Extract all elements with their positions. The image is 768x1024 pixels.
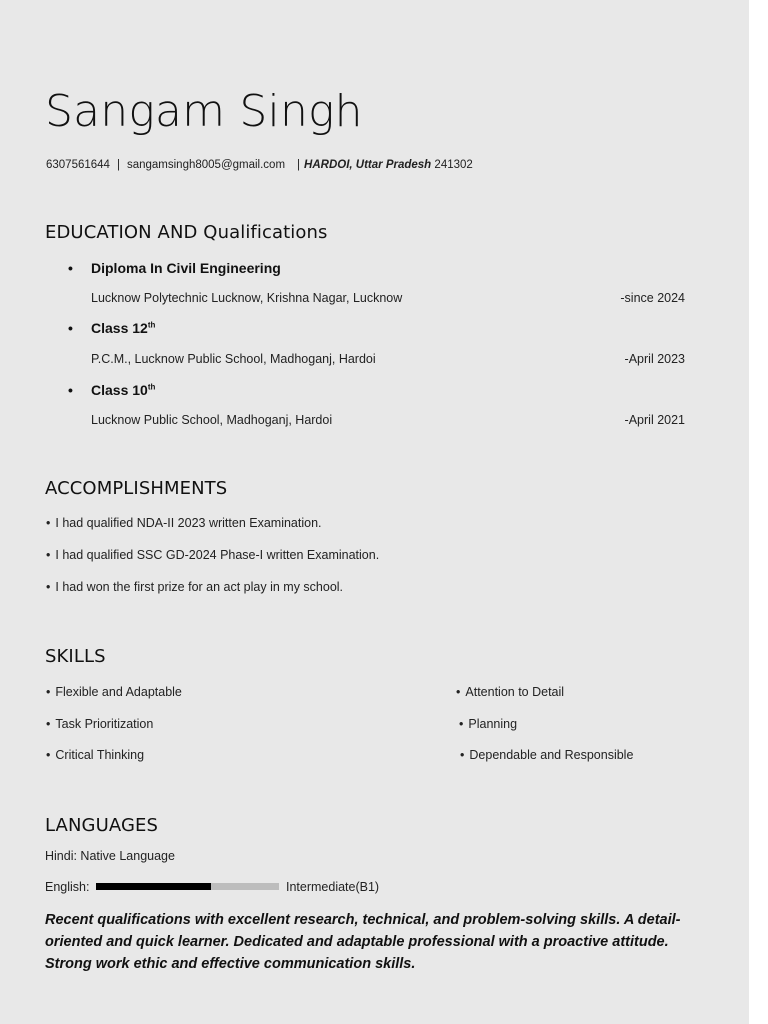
education-institution: P.C.M., Lucknow Public School, Madhoganj, Hardoi bbox=[91, 352, 376, 366]
phone-number: 6307561644 bbox=[46, 159, 110, 171]
education-degree: • Diploma In Civil Engineering bbox=[68, 260, 281, 276]
education-degree: • Class 10th bbox=[68, 382, 156, 398]
education-date: -April 2023 bbox=[624, 352, 685, 366]
english-proficiency-bar bbox=[96, 883, 279, 890]
contact-separator: | bbox=[116, 159, 120, 171]
english-proficiency-fill bbox=[96, 883, 211, 890]
accomplishments-title: ACCOMPLISHMENTS bbox=[45, 478, 228, 499]
professional-summary: Recent qualifications with excellent research, technical, and problem-solving skills. A detail- oriented and quick learner. Dedicated and adaptable professional with a proactive attitude. Strong work ethic and effective communication skills. bbox=[45, 912, 681, 972]
accomplishment-item: • I had qualified NDA-II 2023 written Examination. bbox=[46, 516, 322, 530]
skill-item: • Task Prioritization bbox=[46, 717, 154, 731]
education-institution: Lucknow Public School, Madhoganj, Hardoi bbox=[91, 413, 333, 427]
candidate-name: Sangam Singh bbox=[45, 86, 363, 137]
bullet: • bbox=[68, 320, 73, 336]
education-title: EDUCATION AND Qualifications bbox=[45, 222, 328, 243]
language-english-label: English: bbox=[45, 880, 90, 894]
contact-line bbox=[46, 159, 473, 171]
bullet: • bbox=[68, 382, 73, 398]
education-institution: Lucknow Polytechnic Lucknow, Krishna Nagar, Lucknow bbox=[91, 291, 403, 305]
skill-item: • Attention to Detail bbox=[456, 685, 565, 699]
email-address: sangamsingh8005@gmail.com bbox=[126, 159, 286, 171]
contact-separator: | bbox=[297, 159, 301, 171]
skill-item: • Critical Thinking bbox=[46, 748, 145, 762]
education-date: -April 2021 bbox=[624, 413, 685, 427]
skills-title: SKILLS bbox=[45, 646, 106, 667]
accomplishment-item: • I had won the first prize for an act play in my school. bbox=[46, 580, 344, 594]
education-date: -since 2024 bbox=[620, 291, 685, 305]
language-hindi: Hindi: Native Language bbox=[45, 849, 175, 863]
accomplishment-item: • I had qualified SSC GD-2024 Phase-I written Examination. bbox=[46, 548, 380, 562]
bullet: • bbox=[68, 260, 73, 276]
education-degree: • Class 12th bbox=[68, 320, 156, 336]
language-english-level: Intermediate(B1) bbox=[286, 880, 380, 894]
pincode: 241302 bbox=[434, 159, 473, 171]
languages-title: LANGUAGES bbox=[45, 815, 158, 836]
skill-item: • Flexible and Adaptable bbox=[46, 685, 182, 699]
skill-item: • Planning bbox=[459, 717, 518, 731]
skill-item: • Dependable and Responsible bbox=[460, 748, 634, 762]
location: HARDOI, Uttar Pradesh bbox=[304, 159, 432, 171]
